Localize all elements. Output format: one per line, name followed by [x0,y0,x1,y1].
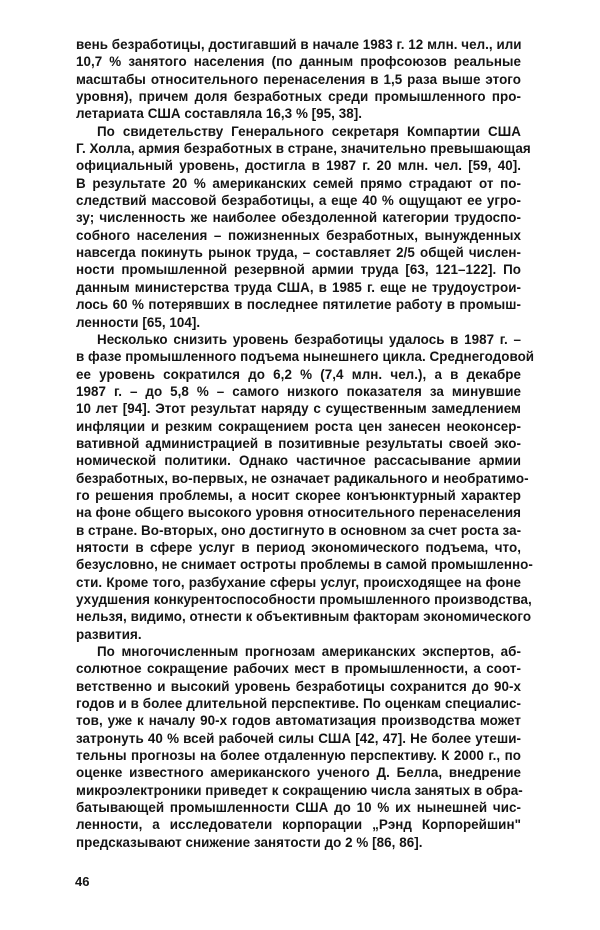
book-page-body [76,36,535,851]
paragraph-p1 [76,36,521,123]
text-line: навсегда покинуть рынок труда, – составляет 2/5 общей числен- [76,245,521,261]
text-line: По многочисленным прогнозам американских экспертов, аб- [97,644,521,660]
text-line: следствий массовой безработицы, а еще 40 % ощущают ее угро- [76,193,521,209]
text-line: в стране. Во-вторых, оно достигнуто в основном за счет роста за- [76,522,522,538]
text-line: вативной администрацией в позитивные результаты своей эко- [76,435,521,451]
text-line: го решения проблемы, а носит скорее конъюнктурный характер [76,487,521,503]
text-line: В результате 20 % американских семей прямо страдают от по- [76,175,521,191]
text-line: По свидетельству Генерального секретаря Компартии США [97,123,521,139]
text-line: уровня), причем доля безработных среди промышленного про- [76,89,521,105]
text-line: ее уровень сократился до 6,2 % (7,4 млн. чел.), а в декабре [76,366,521,382]
text-line: оценке известного американского ученого Д. Белла, внедрение [76,765,521,781]
text-line: летариата США составляла 16,3 % [95, 38]. [76,106,362,122]
paragraph-p3 [76,331,535,643]
text-line: собного населения – пожизненных безработных, вынужденных [76,227,521,243]
paragraph-p4 [76,643,521,851]
text-line: 10 лет [94]. Этот результат наряду с существенным замедлением [76,401,521,417]
text-line: безработных, во-первых, не означает радикального и необратимо- [76,470,529,486]
text-line: официальный уровень, достигла в 1987 г. 20 млн. чел. [59, 40]. [76,158,521,174]
text-line: нятости в сфере услуг в период экономического подъема, что, [76,539,521,555]
text-line: на фоне общего высокого уровня относительного перенаселения [76,505,521,521]
text-line: Несколько снизить уровень безработицы удалось в 1987 г. – [97,331,521,347]
text-line: 1987 г. – до 5,8 % – самого низкого показателя за минувшие [76,383,521,399]
text-line: в фазе промышленного подъема нынешнего цикла. Среднегодовой [76,349,535,365]
text-line: ности промышленной резервной армии труда [63, 121–122]. По [76,262,521,278]
text-line: затронуть 40 % всей рабочей силы США [42, 47]. Не более утеши- [76,730,521,746]
text-line: развития. [76,626,142,642]
text-line: годов и в более длительной перспективе. По оценкам специалис- [76,696,521,712]
text-line: микроэлектроники приведет к сокращению числа занятых в обра- [76,782,523,798]
text-line: 10,7 % занятого населения (по данным профсоюзов реальные [76,54,521,70]
text-line: инфляции и резким сокращением роста цен занесен неоконсер- [76,418,521,434]
text-line: сти. Кроме того, разбухание сферы услуг, происходящее на фоне [76,574,521,590]
text-line: батывающей промышленности США до 10 % их нынешней чис- [76,800,521,816]
text-line: безусловно, не снимает остроты проблемы в самой промышленно- [76,557,533,573]
text-line: предсказывают снижение занятости до 2 % [86, 86]. [76,834,423,850]
text-line: зу; численность же наиболее обездоленной категории трудоспо- [76,210,521,226]
text-line: Г. Холла, армия безработных в стране, значительно превышающая [76,141,531,157]
text-line: лось 60 % потерявших в последнее пятилетие работу в промыш- [76,297,521,313]
text-line: тов, уже к началу 90-х годов автоматизация производства может [76,713,521,729]
text-line: номической политики. Однако частичное рассасывание армии [76,453,521,469]
text-line: ветственно и высокий уровень безработицы сохранится до 90-х [76,678,521,694]
text-line: ленности [65, 104]. [76,314,201,330]
text-line: ленности, а исследователи корпорации „Рэнд Корпорейшин" [76,817,521,833]
paragraph-p2 [76,123,531,331]
text-line: нельзя, видимо, отнести к объективным факторам экономического [76,609,532,625]
text-line: масштабы относительного перенаселения в 1,5 раза выше этого [76,71,521,87]
text-line: данным министерства труда США, в 1985 г. еще не трудоустрои- [76,279,521,295]
page-number: 46 [75,874,90,889]
text-line: ухудшения конкурентоспособности промышленного производства, [76,592,532,607]
text-line: тельны прогнозы на более отдаленную перспективу. К 2000 г., по [76,748,521,764]
text-line: вень безработицы, достигавший в начале 1983 г. 12 млн. чел., или [76,37,522,52]
text-line: солютное сокращение рабочих мест в промышленности, а соот- [76,661,521,677]
